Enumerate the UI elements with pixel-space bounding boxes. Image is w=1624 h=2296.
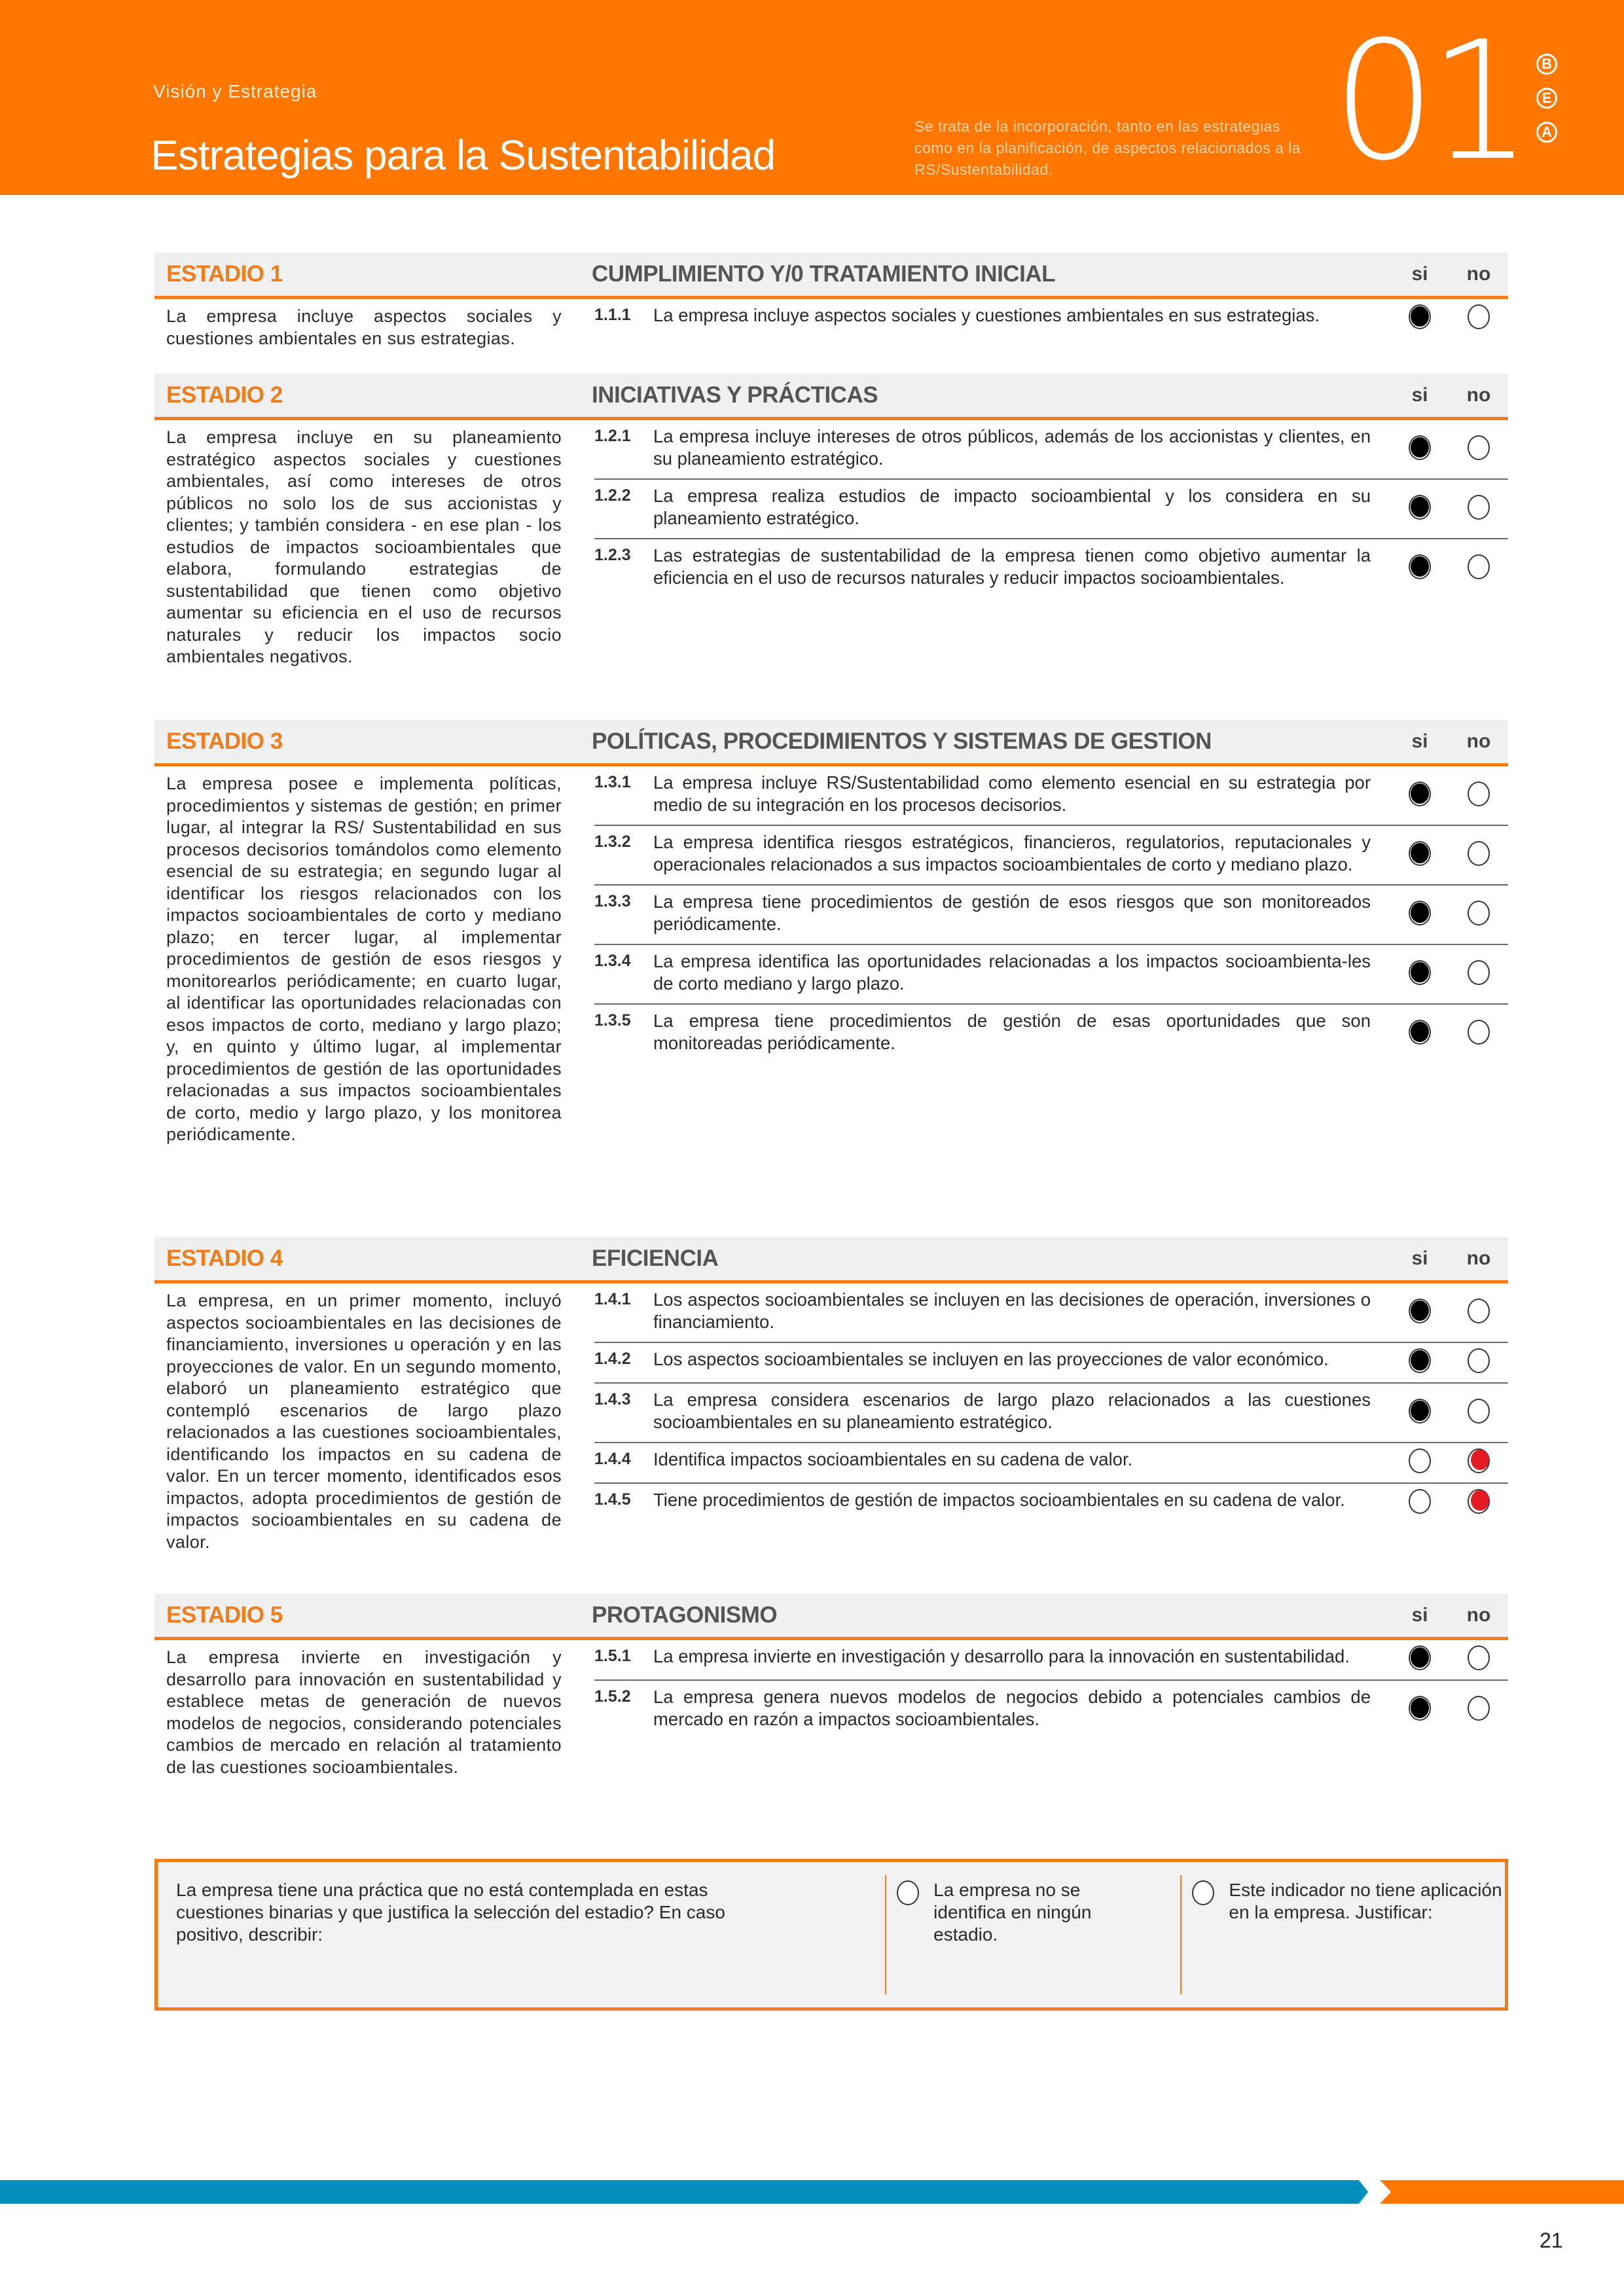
question-number: 1.3.5 (594, 1011, 631, 1030)
radio-fill (1411, 556, 1429, 577)
radio-fill (1411, 306, 1429, 327)
question-number: 1.2.3 (594, 546, 631, 564)
radio-no[interactable] (1468, 1489, 1490, 1514)
stage-body (154, 1283, 1508, 1553)
question-row (594, 1443, 1508, 1484)
stage-1 (154, 253, 1508, 350)
answer-radios (1390, 495, 1508, 520)
radio-fill (1411, 903, 1429, 923)
question-text: Los aspectos socioambientales se incluyen en las decisiones de operación, inversiones o financiamiento. (653, 1289, 1371, 1332)
stage-topic: POLÍTICAS, PROCEDIMIENTOS Y SISTEMAS DE GESTION (592, 728, 1212, 754)
question-number: 1.3.1 (594, 773, 631, 791)
radio-si[interactable] (1409, 1489, 1431, 1514)
stage-5 (154, 1594, 1508, 1778)
radio-fill (1471, 1450, 1489, 1470)
page-title: Estrategias para la Sustentabilidad (151, 132, 776, 179)
extra-practice-box (154, 1859, 1508, 2011)
stage-title: ESTADIO 5 (166, 1602, 283, 1628)
radio-fill (1411, 783, 1429, 804)
radio-no[interactable] (1468, 554, 1490, 579)
radio-no[interactable] (1468, 1299, 1490, 1323)
radio-no[interactable] (1468, 1399, 1490, 1424)
question-text: Los aspectos socioambientales se incluyen en las proyecciones de valor económico. (653, 1349, 1329, 1369)
question-row (594, 1484, 1508, 1523)
radio-si[interactable] (1409, 901, 1431, 925)
footer-bar-orange (1380, 2180, 1624, 2204)
radio-si[interactable] (1409, 1696, 1431, 1721)
stage-header (154, 1237, 1508, 1283)
option-not-applicable[interactable] (1180, 1875, 1505, 1994)
question-text: La empresa realiza estudios de impacto socioambiental y los considera en su planeamiento estratégico. (653, 486, 1371, 528)
question-text: La empresa incluye RS/Sustentabilidad como elemento esencial en su estrategia por medio de su integración en los procesos decisorios. (653, 772, 1371, 815)
radio-fill (1411, 962, 1429, 982)
radio-no[interactable] (1468, 841, 1490, 866)
badge-e-icon: E (1536, 88, 1557, 109)
column-label-si: si (1411, 730, 1428, 752)
column-label-no: no (1466, 263, 1491, 285)
radio-fill (1411, 843, 1429, 863)
radio-si[interactable] (1409, 304, 1431, 329)
question-number: 1.3.3 (594, 892, 631, 910)
stage-header (154, 1594, 1508, 1640)
radio-si[interactable] (1409, 1020, 1431, 1045)
column-label-no: no (1466, 730, 1491, 752)
radio-no[interactable] (1468, 1645, 1490, 1670)
radio-si[interactable] (1409, 1645, 1431, 1670)
stage-title: ESTADIO 4 (166, 1246, 283, 1271)
column-label-si: si (1411, 1247, 1428, 1269)
badge-list (1536, 54, 1562, 156)
stage-description: La empresa invierte en investigación y desarrollo para innovación en sustentabilidad y establece metas de generación de nuevos modelos de negocios, considerando potenciales cambios de mercado en relación al tratamiento de las cuestiones socioambientales. (166, 1647, 562, 1777)
radio-si[interactable] (1409, 1348, 1431, 1373)
question-row (594, 1343, 1508, 1384)
question-row (594, 539, 1508, 598)
badge-b-icon: B (1536, 54, 1557, 75)
stage-title: ESTADIO 1 (166, 261, 283, 287)
column-label-si: si (1411, 263, 1428, 285)
radio-si[interactable] (1409, 435, 1431, 460)
radio-no[interactable] (1468, 901, 1490, 925)
answer-radios (1390, 554, 1508, 579)
radio-si[interactable] (1409, 1448, 1431, 1473)
column-label-si: si (1411, 384, 1428, 406)
radio-fill (1411, 1401, 1429, 1421)
question-number: 1.4.2 (594, 1350, 631, 1368)
question-number: 1.4.5 (594, 1490, 631, 1509)
question-number: 1.4.4 (594, 1450, 631, 1468)
question-number: 1.3.4 (594, 952, 631, 970)
question-row (594, 1640, 1508, 1681)
question-row (594, 886, 1508, 945)
question-number: 1.4.3 (594, 1390, 631, 1408)
radio-fill (1411, 497, 1429, 517)
stage-topic: CUMPLIMIENTO Y/0 TRATAMIENTO INICIAL (592, 261, 1055, 287)
question-row (594, 945, 1508, 1005)
question-number: 1.4.1 (594, 1290, 631, 1308)
question-number: 1.1.1 (594, 306, 631, 324)
stage-header (154, 720, 1508, 766)
question-row (594, 1681, 1508, 1739)
stage-body (154, 299, 1508, 350)
radio-fill (1411, 437, 1429, 457)
option-no-stage[interactable] (885, 1875, 1154, 1994)
answer-radios (1390, 435, 1508, 460)
answer-radios (1390, 1348, 1508, 1373)
question-list (573, 299, 1508, 350)
question-text: Las estrategias de sustentabilidad de la empresa tienen como objetivo aumentar la eficiencia en el uso de recursos naturales y reducir impactos socioambientales. (653, 545, 1371, 588)
option-not-applicable-label: Este indicador no tiene aplicación en la empresa. Justificar: (1229, 1880, 1502, 1922)
stage-description: La empresa, en un primer momento, incluyó aspectos socioambientales en las decisiones de financiamiento, inversiones u operación y en las proyecciones de valor. En un segundo momento, elaboró un planeamiento estratégico que contempló escenarios de largo plazo relacionados a las cuestiones socioambientales, identificando los impactos en su cadena de valor. En un tercer momento, identificados esos impactos, adopta procedimientos de gestión de impactos socioambientales en su cadena de valor. (166, 1291, 562, 1552)
question-list (573, 766, 1508, 1146)
stage-topic: PROTAGONISMO (592, 1602, 778, 1628)
question-row (594, 1283, 1508, 1343)
chapter-number: 01 (1332, 6, 1525, 196)
radio-no[interactable] (1468, 1020, 1490, 1045)
answer-radios (1390, 1448, 1508, 1473)
answer-radios (1390, 901, 1508, 925)
column-label-no: no (1466, 384, 1491, 406)
stage-4 (154, 1237, 1508, 1553)
column-label-no: no (1466, 1247, 1491, 1269)
answer-radios (1390, 1020, 1508, 1045)
answer-radios (1390, 1299, 1508, 1323)
stage-body (154, 420, 1508, 668)
radio-no[interactable] (1468, 1696, 1490, 1721)
question-list (573, 1283, 1508, 1553)
radio-si[interactable] (1409, 495, 1431, 520)
answer-radios (1390, 841, 1508, 866)
answer-radios (1390, 1645, 1508, 1670)
stage-title: ESTADIO 2 (166, 382, 283, 408)
stage-body (154, 1640, 1508, 1778)
stage-body (154, 766, 1508, 1146)
question-text: La empresa tiene procedimientos de gestión de esos riesgos que son monitoreados periódicamente. (653, 891, 1371, 934)
question-row (594, 1005, 1508, 1063)
question-text: La empresa invierte en investigación y desarrollo para la innovación en sustentabilidad. (653, 1646, 1350, 1666)
radio-no[interactable] (1468, 304, 1490, 329)
question-list (573, 1640, 1508, 1778)
radio-si[interactable] (1409, 1399, 1431, 1424)
stage-topic: INICIATIVAS Y PRÁCTICAS (592, 382, 878, 408)
question-number: 1.5.2 (594, 1687, 631, 1706)
answer-radios (1390, 1696, 1508, 1721)
answer-radios (1390, 304, 1508, 329)
radio-si[interactable] (1409, 841, 1431, 866)
section-label: Visión y Estrategia (153, 81, 317, 101)
question-number: 1.5.1 (594, 1647, 631, 1665)
question-row (594, 420, 1508, 480)
radio-no[interactable] (1468, 781, 1490, 806)
question-list (573, 420, 1508, 668)
question-row (594, 480, 1508, 539)
stage-title: ESTADIO 3 (166, 728, 283, 754)
question-text: Identifica impactos socioambientales en su cadena de valor. (653, 1449, 1133, 1469)
radio-fill (1411, 1022, 1429, 1042)
question-number: 1.2.1 (594, 427, 631, 445)
option-no-stage-label: La empresa no se identifica en ningún estadio. (933, 1880, 1092, 1945)
radio-si[interactable] (1409, 554, 1431, 579)
radio-not-applicable[interactable] (1192, 1880, 1214, 1905)
question-text: La empresa considera escenarios de largo plazo relacionados a las cuestiones socioambientales en su planeamiento estratégico. (653, 1390, 1371, 1432)
question-row (594, 1384, 1508, 1443)
question-number: 1.2.2 (594, 486, 631, 505)
badge-a-icon: A (1536, 122, 1557, 143)
stage-header (154, 374, 1508, 420)
question-text: Tiene procedimientos de gestión de impactos socioambientales en su cadena de valor. (653, 1490, 1345, 1510)
answer-radios (1390, 960, 1508, 985)
column-label-no: no (1466, 1604, 1491, 1626)
question-number: 1.3.2 (594, 833, 631, 851)
question-text: La empresa identifica riesgos estratégicos, financieros, regulatorios, reputacionales y operacionales relacionados a sus impactos socioambientales de corto y mediano plazo. (653, 832, 1371, 874)
stage-description: La empresa incluye en su planeamiento estratégico aspectos sociales y cuestiones ambientales, así como intereses de otros públicos no solo los de sus accionistas y clientes; y también considera - en ese plan - los estudios de impactos socioambientales que elabora, formulando estrategias de sustentabilidad que tienen como objetivo aumentar su eficiencia en el uso de recursos naturales y reducir los impactos socio ambientales negativos. (166, 427, 562, 666)
question-row (594, 299, 1508, 338)
radio-si[interactable] (1409, 1299, 1431, 1323)
page-header (0, 0, 1624, 195)
stage-header (154, 253, 1508, 299)
question-text: La empresa incluye aspectos sociales y cuestiones ambientales en sus estrategias. (653, 305, 1320, 325)
question-text: La empresa tiene procedimientos de gestión de esas oportunidades que son monitoreadas periódicamente. (653, 1011, 1371, 1053)
radio-no[interactable] (1468, 1348, 1490, 1373)
radio-si[interactable] (1409, 781, 1431, 806)
radio-no[interactable] (1468, 435, 1490, 460)
question-text: La empresa genera nuevos modelos de negocios debido a potenciales cambios de mercado en razón a impactos socioambientales. (653, 1687, 1371, 1729)
radio-no[interactable] (1468, 495, 1490, 520)
footer-bar-blue (0, 2180, 1368, 2204)
answer-radios (1390, 1489, 1508, 1514)
radio-no[interactable] (1468, 1448, 1490, 1473)
radio-fill (1411, 1698, 1429, 1718)
question-text: La empresa incluye intereses de otros públicos, además de los accionistas y clientes, en su planeamiento estratégico. (653, 426, 1371, 469)
radio-fill (1411, 1350, 1429, 1371)
stage-2 (154, 374, 1508, 668)
header-description: Se trata de la incorporación, tanto en las estrategias como en la planificación, de aspectos relacionados a la RS/Sustentabilidad. (914, 118, 1301, 178)
page-number: 21 (1540, 2229, 1563, 2252)
radio-fill (1411, 1647, 1429, 1668)
stage-description: La empresa posee e implementa políticas, procedimientos y sistemas de gestión; en primer lugar, al integrar la RS/ Sustentabilidad en sus procesos decisorios tomándolos como elemento esencial de su estrategia; en segundo lugar al identificar los riesgos relacionados con los impactos socioambientales de corto y mediano plazo; en tercer lugar, al implementar procedimientos de gestión de esos riesgos y monitorearlos periódicamente; en cuarto lugar, al identificar las oportunidades relacionadas con esos impactos de corto, mediano y largo plazo; y, en quinto y último lugar, al implementar procedimientos de gestión de las oportunidades relacionadas a sus impactos socioambientales de corto, medio y largo plazo, y los monitorea periódicamente. (166, 774, 562, 1144)
question-text: La empresa identifica las oportunidades relacionadas a los impactos socioambienta-les de corto mediano y largo plazo. (653, 951, 1371, 994)
extra-practice-question[interactable]: La empresa tiene una práctica que no está contemplada en estas cuestiones binarias y que justifica la selección del estadio? En caso positivo, describir: (176, 1880, 725, 1945)
radio-fill (1471, 1490, 1489, 1511)
stage-3 (154, 720, 1508, 1146)
radio-no[interactable] (1468, 960, 1490, 985)
radio-fill (1411, 1300, 1429, 1321)
question-row (594, 766, 1508, 826)
radio-si[interactable] (1409, 960, 1431, 985)
question-row (594, 826, 1508, 886)
column-label-si: si (1411, 1604, 1428, 1626)
stage-topic: EFICIENCIA (592, 1246, 719, 1271)
stage-description: La empresa incluye aspectos sociales y cuestiones ambientales en sus estrategias. (166, 306, 562, 348)
answer-radios (1390, 1399, 1508, 1424)
radio-no-stage[interactable] (897, 1880, 919, 1905)
answer-radios (1390, 781, 1508, 806)
